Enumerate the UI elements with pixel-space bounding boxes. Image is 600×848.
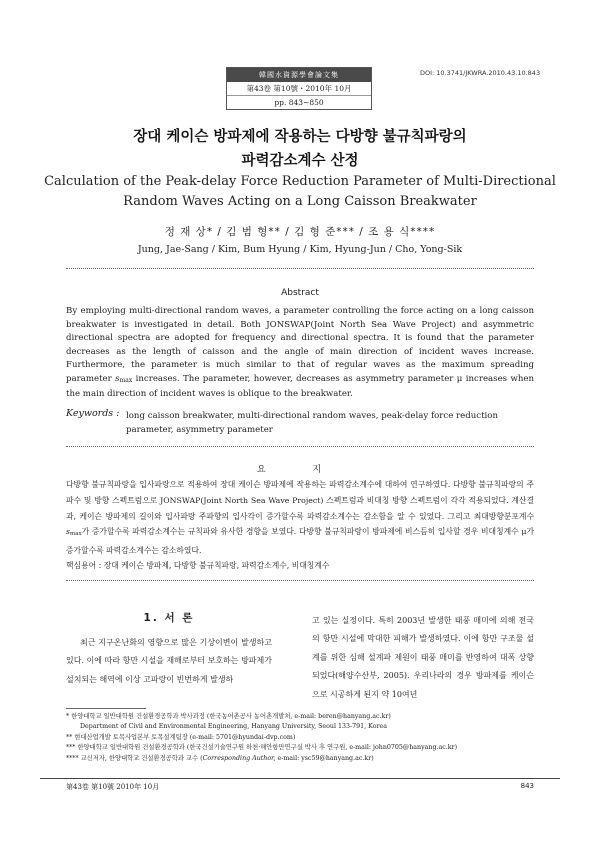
title-english-line1: Calculation of the Peak-delay Force Reduction Parameter of Multi-Directional	[44, 174, 556, 189]
footnote-1: * 한양대학교 일반대학원 건설환경공학과 박사과정 (한국농어촌공사 농어촌개발처, e-mail: beren@hanyang.ac.kr)	[66, 713, 391, 720]
yoji-symbol-s: s	[66, 527, 71, 537]
footnotes	[66, 712, 536, 764]
abstract-symbol-sub: max	[119, 376, 133, 384]
title-english-line2: Random Waves Acting on a Long Caisson Breakwater	[123, 194, 477, 209]
yoji-body	[66, 477, 534, 559]
yoji-heading: 요 지	[256, 465, 344, 475]
abstract-symbol-s: s	[115, 373, 120, 384]
keywords-label: Keywords :	[66, 408, 120, 419]
abstract-heading: Abstract	[281, 288, 319, 298]
journal-info-box	[226, 67, 372, 110]
page-number: 843	[520, 782, 534, 790]
footnote-4-italic: Corresponding Author,	[202, 754, 276, 762]
authors-korean: 정 재 상* / 김 범 형** / 김 형 준*** / 조 용 식****	[164, 226, 436, 238]
footer-rule	[40, 778, 560, 779]
divider	[66, 580, 534, 581]
body-column-left: 최근 지구온난화의 영향으로 많은 기상이변이 발생하고 있다. 이에 따라 항만 시설을 재해로부터 보호하는 방파제가 설치되는 해역에 이상 고파랑이 빈번하게 발생하	[66, 638, 272, 684]
divider	[66, 446, 534, 447]
abstract-text-part2: increases. The parameter, however, decreases as asymmetry parameter μ increases when the main direction of incident waves is oblique to the breakwater.	[66, 373, 534, 399]
footnote-3: *** 한양대학교 일반대학원 건설환경공학과 (한국건설기술연구원 하천·해안항만연구실 박사 후 연구원, e-mail: john0705@hanyang.ac.kr)	[66, 744, 458, 752]
journal-volume: 第43卷 第10號・2010年 10月	[227, 82, 371, 96]
keywords-korean: 핵심용어 : 장대 케이슨 방파제, 다방향 불규칙파랑, 파력감소계수, 비대칭계수	[66, 561, 330, 570]
divider	[66, 268, 534, 269]
footnote-4	[66, 754, 536, 764]
doi[interactable]: DOI: 10.3741/JKWRA.2010.43.10.843	[420, 69, 541, 77]
footnote-4-post: e-mail: ysc59@hanyang.ac.kr)	[275, 754, 374, 762]
yoji-text-part2: 가 증가할수록 파력감소계수는 규칙파와 유사한 경향을 보였다. 다방향 불규칙파랑이 방파제에 비스듬히 입사할 경우 비대칭계수 μ가 증가할수록 파력감소계수는 감소하였다.	[66, 527, 534, 556]
title-korean-line1: 장대 케이슨 방파제에 작용하는 다방향 불규칙파랑의	[133, 129, 467, 145]
title-korean-line2: 파력감소계수 산정	[241, 153, 359, 169]
journal-name: 韓國水資源學會論文集	[227, 68, 371, 82]
footnote-4-pre: **** 교신저자, 한양대학교 건설환경공학과 교수 (	[66, 754, 203, 762]
body-column-right: 고 있는 실정이다. 특히 2003년 발생한 태풍 매미에 의해 전국의 항만 시설에 막대한 피해가 발생하였다. 이에 항만 구조물 설계를 위한 심해 설계파 제원이 태풍 매미를 반영하여 대폭 상향되었다(해양수산부, 2005). 우리나라의 경우 방파제를 케이슨으로 시공하게 된지 약 10여년	[312, 616, 534, 699]
footnote-rule	[66, 708, 146, 709]
yoji-text-part1: 다방향 불규칙파랑을 입사파랑으로 적용하여 장대 케이슨 방파제에 작용하는 파력감소계수에 대하여 연구하였다. 다방향 불규칙파랑의 주파수 및 방향 스펙트럼으로 JONSWAP(Joint North Sea Wave Project) 스펙트럼과 비대칭 방향 스펙트럼이 각각 적용되었다. 계산결과, 케이슨 방파제의 길이와 입사파랑 주파향의 입사각이 증가할수록 파력감소계수는 감소함을 알 수 있었다. 그리고 최대방향분포계수	[66, 480, 534, 521]
yoji-symbol-sub: max	[70, 531, 82, 538]
journal-pages: pp. 843~850	[274, 98, 324, 107]
footnote-2: ** 현대산업개발 토목사업본부 토목설계팀장 (e-mail: 5701@hyundai-dvp.com)	[66, 733, 296, 741]
abstract-body	[66, 305, 534, 401]
abstract-text-part1: By employing multi-directional random waves, a parameter controlling the force acting on a long caisson breakwater is investigated in detail. Both JONSWAP(Joint North Sea Wave Project) and asymmetric directional spectra are adopted for frequency and directional spectra. It is found that the parameter decreases as the length of caisson and the angle of main direction of incident waves increase. Furthermore, the parameter is much similar to that of regular waves as the maximum spreading parameter	[66, 306, 534, 384]
section-heading: 1. 서 론	[143, 612, 195, 624]
keywords-text: long caisson breakwater, multi-directional random waves, peak-delay force reduction parameter, asymmetry parameter	[126, 411, 498, 435]
authors-english: Jung, Jae-Sang / Kim, Bum Hyung / Kim, Hyung-Jun / Cho, Yong-Sik	[137, 244, 463, 255]
footnote-1-english: Department of Civil and Environmental Engineering, Hanyang University, Seoul 133-791, Korea	[80, 723, 387, 731]
footer-journal-issue: 第43卷 第10號 2010年 10月	[66, 783, 160, 791]
